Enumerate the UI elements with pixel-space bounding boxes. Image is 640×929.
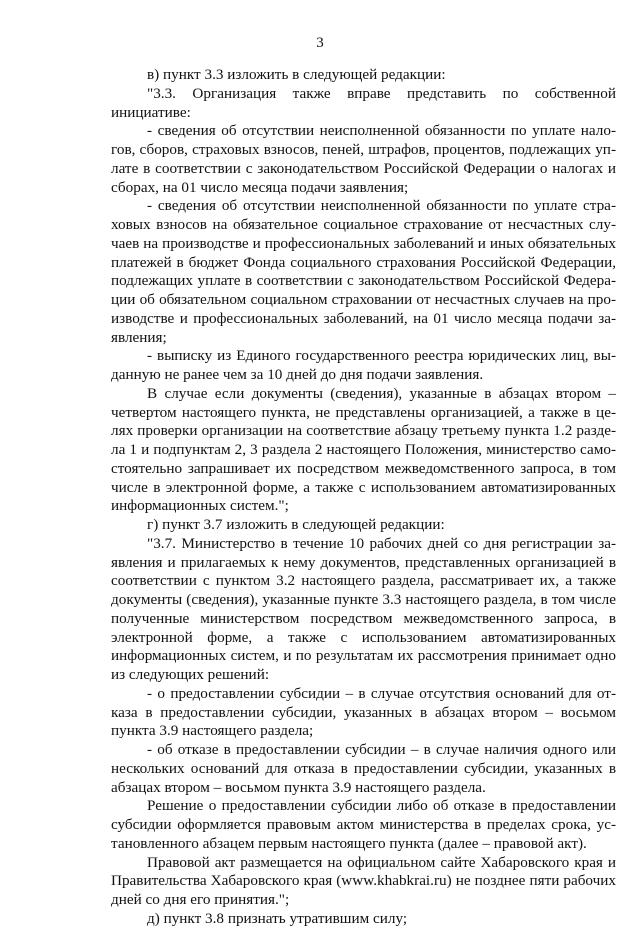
paragraph-decision-refuse: - об отказе в предоставлении субсидии – в случае наличия одного или нескольких оснований для отказа в предоставлении субсидии, указанных в абзацах втором – восьмом пункта 3.9 настоящего раздела.: [111, 741, 616, 796]
paragraph-publication: Правовой акт размещается на официальном сайте Хабаровского края и Правительства Хабаровского края (www.khabkrai.ru) не позднее пяти рабочих дней со дня его принятия.";: [111, 853, 616, 908]
document-body: [111, 66, 616, 929]
paragraph-legal-act: Решение о предоставлении субсидии либо об отказе в предоставлении субсидии оформляется правовым актом министерства в пределах срока, установленного абзацем первым настоящего пункта (далее – правовой акт).: [111, 797, 616, 852]
paragraph-insurance-debt-info: - сведения об отсутствии неисполненной обязанности по уплате страховых взносов на обязательное социальное страхование от несчастных случаев на производстве и профессиональных заболеваний и иных обязательных платежей в бюджет Фонда социального страхования Российской Федерации, подлежащих уплате в соответствии с законодательством Российской Федерации об обязательном социальном страховании от несчастных случаев на производстве и профессиональных заболеваний, на 01 число месяца подачи заявления;: [111, 197, 616, 346]
paragraph-clause-3-7: "3.7. Министерство в течение 10 рабочих дней со дня регистрации заявления и прилагаемых к нему документов, представленных организацией в соответствии с пунктом 3.2 настоящего раздела, рассматривает их, а также документы (сведения), указанные пункте 3.3 настоящего раздела, в том числе полученные министерством посредством межведомственного запроса, в электронной форме, а также с использованием автоматизированных информационных систем, и по результатам их рассмотрения принимает одно из следующих решений:: [111, 534, 616, 683]
paragraph-decision-grant: - о предоставлении субсидии – в случае отсутствия оснований для отказа в предоставлении субсидии, указанных в абзацах втором – восьмом пункта 3.9 настоящего раздела;: [111, 684, 616, 740]
paragraph-item-d-amendment: д) пункт 3.8 признать утратившим силу;: [147, 909, 408, 927]
paragraph-tax-debt-info: - сведения об отсутствии неисполненной обязанности по уплате налогов, сборов, страховых взносов, пеней, штрафов, процентов, подлежащих уплате в соответствии с законодательством Российской Федерации о налогах и сборах, на 01 число месяца подачи заявления;: [111, 122, 616, 196]
paragraph-item-g-amendment: г) пункт 3.7 изложить в следующей редакции:: [147, 516, 445, 533]
page-number: 3: [316, 35, 324, 51]
paragraph-clause-3-3-intro: "3.3. Организация также вправе представить по собственной инициативе:: [111, 84, 616, 121]
paragraph-item-v-amendment: в) пункт 3.3 изложить в следующей редакции:: [147, 66, 446, 83]
paragraph-registry-extract: - выписку из Единого государственного реестра юридических лиц, выданную не ранее чем за 10 дней до дня подачи заявления.: [111, 347, 616, 383]
paragraph-interagency-request: В случае если документы (сведения), указанные в абзацах втором – четвертом настоящего пункта, не представлены организацией, а также в целях проверки организации на соответствие абзацу третьему пункта 1.2 раздела 1 и подпунктам 2, 3 раздела 2 настоящего Положения, министерство самостоятельно запрашивает их посредством межведомственного запроса, в том числе в электронной форме, а также с использованием автоматизированных информационных систем.";: [111, 384, 616, 515]
